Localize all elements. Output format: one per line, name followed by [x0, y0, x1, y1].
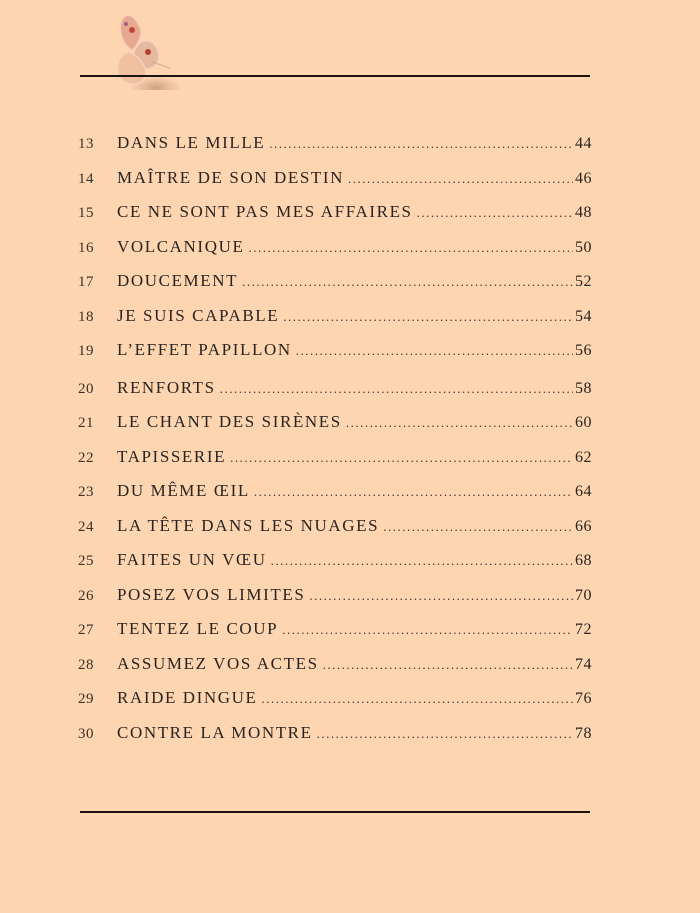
page-number: 62: [575, 448, 592, 466]
dot-leader: [230, 450, 573, 466]
chapter-number: 25: [78, 553, 94, 569]
chapter-number: 30: [78, 725, 94, 742]
page-number: 72: [575, 621, 592, 638]
page-number: 76: [575, 690, 592, 707]
toc-entry[interactable]: [78, 306, 592, 341]
page-number: 52: [575, 273, 592, 290]
page-number: 70: [575, 586, 592, 604]
dot-leader: [271, 553, 573, 569]
dot-leader: [242, 274, 573, 290]
page-number: 54: [575, 307, 592, 325]
page-number: 50: [575, 238, 592, 256]
chapter-title: LA TÊTE DANS LES NUAGES: [117, 515, 380, 535]
toc-entry[interactable]: [78, 481, 592, 516]
chapter-title: CONTRE LA MONTRE: [117, 722, 313, 742]
page-number: 56: [575, 342, 592, 359]
page-number: 46: [575, 169, 592, 187]
page-number: 44: [575, 135, 592, 152]
dot-leader: [282, 622, 573, 638]
chapter-number: 20: [78, 380, 94, 397]
chapter-number: 22: [78, 449, 94, 466]
chapter-title: TAPISSERIE: [117, 446, 227, 466]
dot-leader: [254, 484, 573, 500]
page-number: 48: [575, 204, 592, 221]
toc-entry[interactable]: [78, 447, 592, 482]
dot-leader: [348, 171, 573, 187]
chapter-number: 26: [78, 587, 94, 604]
chapter-title: CE NE SONT PAS MES AFFAIRES: [117, 202, 413, 221]
chapter-number: 19: [78, 343, 94, 359]
chapter-number: 17: [78, 274, 94, 290]
chapter-title: TENTEZ LE COUP: [117, 619, 279, 638]
toc-entry[interactable]: [78, 412, 592, 447]
chapter-title: RENFORTS: [117, 377, 216, 397]
toc-entry[interactable]: [78, 688, 592, 723]
dot-leader: [417, 205, 573, 221]
chapter-number: 29: [78, 691, 94, 707]
dot-leader: [248, 240, 573, 256]
toc-entry[interactable]: [78, 585, 592, 620]
chapter-number: 24: [78, 518, 94, 535]
chapter-title: L’EFFET PAPILLON: [117, 340, 292, 359]
chapter-number: 28: [78, 656, 94, 673]
chapter-number: 27: [78, 622, 94, 638]
chapter-number: 15: [78, 205, 94, 221]
page-number: 78: [575, 724, 592, 742]
chapter-title: FAITES UN VŒU: [117, 550, 267, 569]
dot-leader: [296, 343, 573, 359]
dot-leader: [220, 381, 573, 397]
page-number: 60: [575, 414, 592, 431]
toc-entry[interactable]: [78, 723, 592, 758]
page-number: 58: [575, 379, 592, 397]
toc-entry[interactable]: [78, 271, 592, 306]
dot-leader: [323, 657, 573, 673]
toc-entry[interactable]: [78, 133, 592, 168]
butterfly-icon: [112, 10, 192, 90]
dot-leader: [317, 726, 573, 742]
toc-entry[interactable]: [78, 550, 592, 585]
dot-leader: [346, 415, 573, 431]
toc-entry[interactable]: [78, 168, 592, 203]
toc-entry[interactable]: [78, 516, 592, 551]
chapter-title: VOLCANIQUE: [117, 236, 245, 256]
top-divider: [80, 75, 590, 77]
chapter-title: POSEZ VOS LIMITES: [117, 584, 306, 604]
page-number: 66: [575, 517, 592, 535]
chapter-title: MAÎTRE DE SON DESTIN: [117, 167, 345, 187]
table-of-contents: [78, 133, 592, 757]
toc-entry[interactable]: [78, 340, 592, 375]
chapter-number: 21: [78, 415, 94, 431]
page-number: 74: [575, 655, 592, 673]
dot-leader: [383, 519, 573, 535]
toc-entry[interactable]: [78, 202, 592, 237]
chapter-number: 16: [78, 239, 94, 256]
chapter-title: DU MÊME ŒIL: [117, 481, 250, 500]
chapter-title: RAIDE DINGUE: [117, 688, 258, 707]
chapter-title: DOUCEMENT: [117, 271, 239, 290]
toc-entry[interactable]: [78, 378, 592, 413]
chapter-title: DANS LE MILLE: [117, 133, 266, 152]
chapter-title: ASSUMEZ VOS ACTES: [117, 653, 319, 673]
chapter-title: LE CHANT DES SIRÈNES: [117, 412, 342, 431]
chapter-number: 23: [78, 484, 94, 500]
toc-entry[interactable]: [78, 237, 592, 272]
dot-leader: [269, 136, 573, 152]
chapter-title: JE SUIS CAPABLE: [117, 305, 280, 325]
dot-leader: [262, 691, 573, 707]
toc-entry[interactable]: [78, 654, 592, 689]
page-number: 64: [575, 483, 592, 500]
toc-entry[interactable]: [78, 619, 592, 654]
dot-leader: [283, 309, 573, 325]
chapter-number: 14: [78, 170, 94, 187]
chapter-number: 18: [78, 308, 94, 325]
dot-leader: [309, 588, 573, 604]
chapter-number: 13: [78, 136, 94, 152]
page-number: 68: [575, 552, 592, 569]
bottom-divider: [80, 811, 590, 813]
